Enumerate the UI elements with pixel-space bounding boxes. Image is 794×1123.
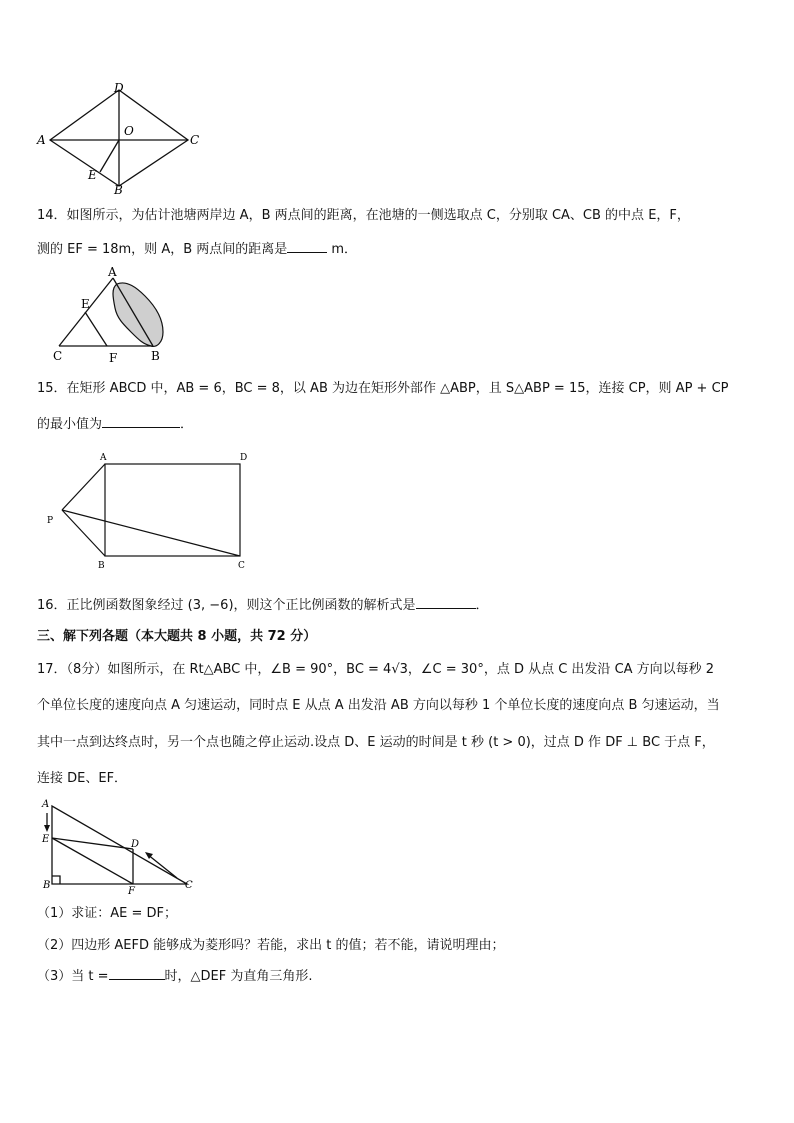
label-A: A (100, 453, 107, 463)
label-A: A (42, 799, 50, 810)
q15-answer-blank[interactable] (102, 415, 180, 428)
q14-line-2 (37, 240, 357, 259)
q17-line-2: 个单位长度的速度向点 A 匀速运动，同时点 E 从点 A 出发沿 AB 方向以每秒 1 个单位长度的速度向点 B 匀速运动，当 (37, 698, 720, 713)
q15-text-a: 的最小值为 (37, 417, 103, 432)
q16-text-a: 16．正比例函数图象经过 (3, −6)，则这个正比例函数的解析式是 (37, 598, 416, 613)
q14-text-b: m． (327, 242, 358, 257)
label-D: D (240, 453, 248, 463)
q16-text-b: ． (475, 598, 489, 613)
q17-part3-text-b: 时，△DEF 为直角三角形. (164, 969, 313, 984)
section-heading: 三、解下列各题（本大题共 8 小题，共 72 分） (37, 629, 317, 644)
q14-text-a: 测的 EF = 18m，则 A，B 两点间的距离是 (37, 242, 288, 257)
q14-line-1: 14．如图所示，为估计池塘两岸边 A，B 两点间的距离，在池塘的一侧选取点 C，分别取 CA、CB 的中点 E，F， (37, 208, 690, 223)
label-C: C (190, 133, 200, 147)
label-A: A (108, 265, 117, 279)
label-E: E (42, 834, 50, 845)
q17-line-4: 连接 DE、EF． (37, 771, 128, 786)
q16-answer-blank[interactable] (416, 596, 476, 609)
rhombus-figure (30, 78, 210, 198)
label-C: C (53, 349, 63, 363)
q17-line-3: 其中一点到达终点时，另一个点也随之停止运动.设点 D、E 运动的时间是 t 秒 (t > 0)，过点 D 作 DF ⊥ BC 于点 F， (37, 735, 715, 750)
q15-text-b: ． (180, 417, 194, 432)
label-B: B (43, 880, 51, 891)
rectangle-figure (40, 448, 260, 572)
label-B: B (98, 561, 105, 571)
label-C: C (185, 880, 193, 891)
label-C: C (238, 561, 245, 571)
q16-line-1 (37, 596, 489, 615)
label-E: E (88, 168, 97, 182)
q17-part-3 (37, 967, 313, 986)
label-F: F (128, 886, 135, 896)
label-A: A (37, 133, 46, 147)
pond-figure (45, 262, 175, 366)
label-D: D (114, 81, 124, 95)
label-B: B (151, 349, 160, 363)
label-O: O (124, 124, 134, 138)
q17-part-1: （1）求证：AE = DF； (37, 906, 178, 921)
q15-line-1: 15．在矩形 ABCD 中，AB = 6，BC = 8，以 AB 为边在矩形外部作 △ABP，且 S△ABP = 15，连接 CP，则 AP + CP (37, 381, 729, 396)
q15-line-2 (37, 415, 193, 434)
q14-answer-blank[interactable] (287, 240, 327, 253)
label-B: B (114, 183, 123, 197)
q17-part-2: （2）四边形 AEFD 能够成为菱形吗？若能，求出 t 的值；若不能，请说明理由； (37, 938, 505, 953)
label-F: F (109, 351, 118, 365)
q17-answer-blank[interactable] (109, 967, 165, 980)
triangle-figure (35, 796, 205, 896)
q17-part3-text-a: （3）当 t = (37, 969, 109, 984)
label-P: P (47, 516, 54, 526)
q17-line-1: 17．（8分）如图所示，在 Rt△ABC 中，∠B = 90°，BC = 4√3，∠C = 30°，点 D 从点 C 出发沿 CA 方向以每秒 2 (37, 662, 715, 677)
label-D: D (131, 839, 140, 850)
label-E: E (81, 297, 90, 311)
